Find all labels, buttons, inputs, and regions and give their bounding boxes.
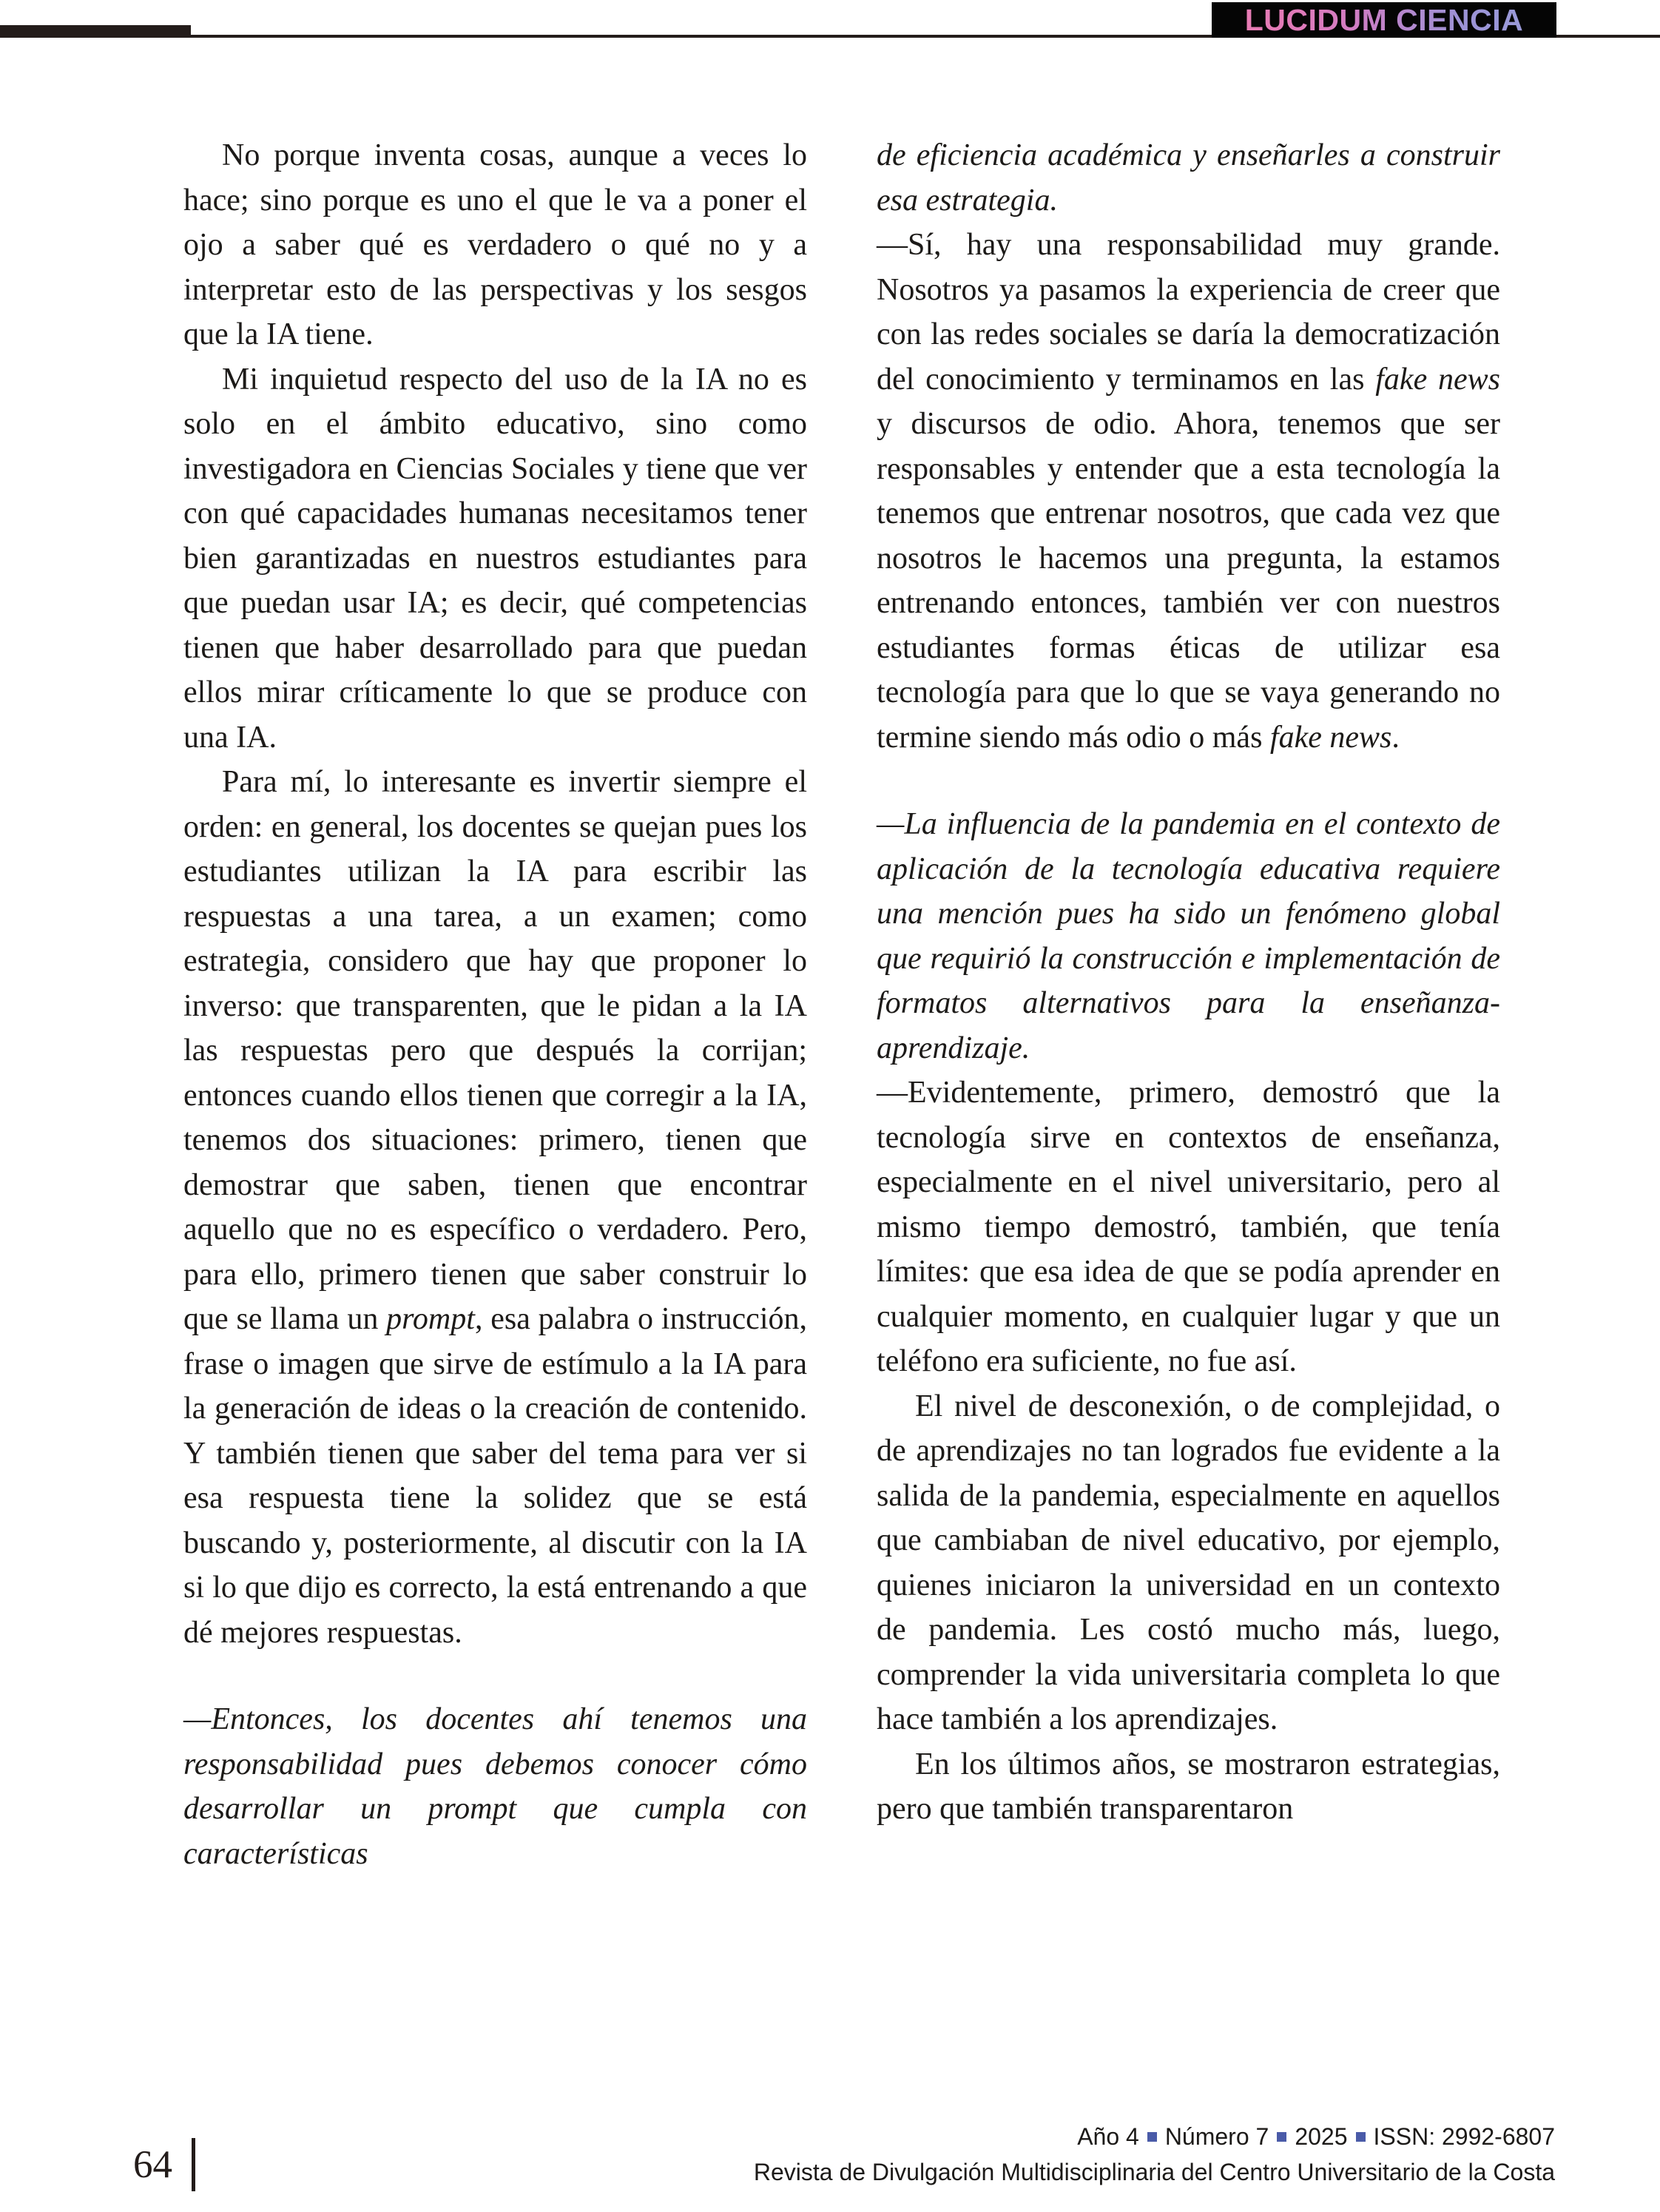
paragraph: [183, 760, 807, 1655]
paragraph-text-before: Para mí, lo interesante es invertir siempre el orden: en general, los docentes se quejan pues los estudiantes utilizan la IA para escribir las respuestas a una tarea, a un examen; como estrategia, considero que hay que proponer lo inverso: que transparenten, que le pidan a la IA las respuestas pero que después la corrijan; entonces cuando ellos tienen que corregir a la IA, tenemos dos situaciones: primero, tienen que demostrar que saben, tienen que encontrar aquello que no es específico o verdadero. Pero, para ello, primero tienen que saber construir lo que se llama un: [183, 765, 807, 1336]
brand-title: LUCIDUM CIENCIA: [1241, 5, 1528, 36]
square-separator-icon: [1356, 2132, 1366, 2142]
footer-journal-subtitle: Revista de Divulgación Multidisciplinaria del Centro Universitario de la Costa: [753, 2159, 1555, 2185]
emphasis-fake-news: fake news: [1375, 362, 1501, 397]
emphasis-fake-news: fake news: [1269, 720, 1392, 755]
footer-metadata: [754, 2119, 1555, 2190]
interview-answer: [877, 223, 1500, 760]
footer-issue-line: [754, 2119, 1555, 2154]
page-footer: [0, 2101, 1660, 2212]
interview-question-continuation: de eficiencia académica y enseñarles a construir esa estrategia.: [877, 138, 1500, 218]
footer-date: 2025: [1295, 2123, 1348, 2150]
paragraph: El nivel de desconexión, o de complejidad, o de aprendizajes no tan logrados fue evidente a la salida de la pandemia, especialmente en aquellos que cambiaban de nivel educativo, por ejemplo, quienes iniciaron la universidad en un contexto de pandemia. Les costó mucho más, luego, comprender la vida universitaria completa lo que hace también a los aprendizajes.: [877, 1389, 1500, 1736]
paragraph-text-after: , esa palabra o instrucción, frase o imagen que sirve de estímulo a la IA para la generación de ideas o la creación de contenido. Y también tienen que saber del tema para ver si esa respuesta tiene la solidez que se está buscando y, posteriormente, al discutir con la IA si lo que dijo es correcto, la está entrenando a que dé mejores respuestas.: [183, 1302, 807, 1650]
paragraph: Mi inquietud respecto del uso de la IA no es solo en el ámbito educativo, sino como investigadora en Ciencias Sociales y tiene que ver con qué capacidades humanas necesitamos tener bien garantizadas en nuestros estudiantes para que puedan usar IA; es decir, qué competencias tienen que haber desarrollado para que puedan ellos mirar críticamente lo que se produce con una IA.: [183, 362, 807, 755]
paragraph: En los últimos años, se mostraron estrategias, pero que también transparentaron: [877, 1747, 1500, 1826]
interview-question: —Entonces, los docentes ahí tenemos una responsabilidad pues debemos conocer cómo desarrollar un prompt que cumpla con características: [183, 1702, 807, 1871]
header-rule-accent: [0, 25, 191, 38]
footer-issue: Número 7: [1164, 2123, 1269, 2150]
page-number-group: [133, 2138, 195, 2191]
footer-issn: ISSN: 2992-6807: [1373, 2123, 1555, 2150]
interview-question: —La influencia de la pandemia en el contexto de aplicación de la tecnología educativa requiere una mención pues ha sido un fenómeno global que requirió la construcción e implementación de formatos alternativos para la enseñanza-aprendizaje.: [877, 807, 1500, 1065]
brand-badge: [1212, 2, 1556, 38]
answer-text-before: —Sí, hay una responsabilidad muy grande. Nosotros ya pasamos la experiencia de creer que con las redes sociales se daría la democratización del conocimiento y terminamos en las: [877, 228, 1500, 397]
square-separator-icon: [1277, 2132, 1286, 2142]
answer-text-after: .: [1391, 720, 1400, 755]
answer-text-middle: y discursos de odio. Ahora, tenemos que ser responsables y entender que a esta tecnología la tenemos que entrenar nosotros, que cada vez que nosotros le hacemos una pregunta, la estamos entrenando entonces, también ver con nuestros estudiantes formas éticas de utilizar esa tecnología para que lo que se vaya generando no termine siendo más odio o más: [877, 407, 1500, 755]
page-number: 64: [133, 2142, 172, 2186]
page-number-divider: [192, 2138, 195, 2191]
interview-answer: —Evidentemente, primero, demostró que la tecnología sirve en contextos de enseñanza, especialmente en el nivel universitario, pero al mismo tiempo demostró, también, que tenía límites: que esa idea de que se podía aprender en cualquier momento, en cualquier lugar y que un teléfono era suficiente, no fue así.: [877, 1076, 1500, 1378]
left-column: [183, 133, 807, 1876]
article-body: [183, 133, 1500, 1876]
footer-year: Año 4: [1077, 2123, 1139, 2150]
right-column: [877, 133, 1500, 1876]
page-header: [0, 0, 1660, 52]
emphasis-prompt: prompt: [386, 1302, 475, 1336]
square-separator-icon: [1147, 2132, 1157, 2142]
paragraph: No porque inventa cosas, aunque a veces lo hace; sino porque es uno el que le va a poner el ojo a saber qué es verdadero o qué no y a interpretar esto de las perspectivas y los sesgos que la IA tiene.: [183, 138, 807, 351]
